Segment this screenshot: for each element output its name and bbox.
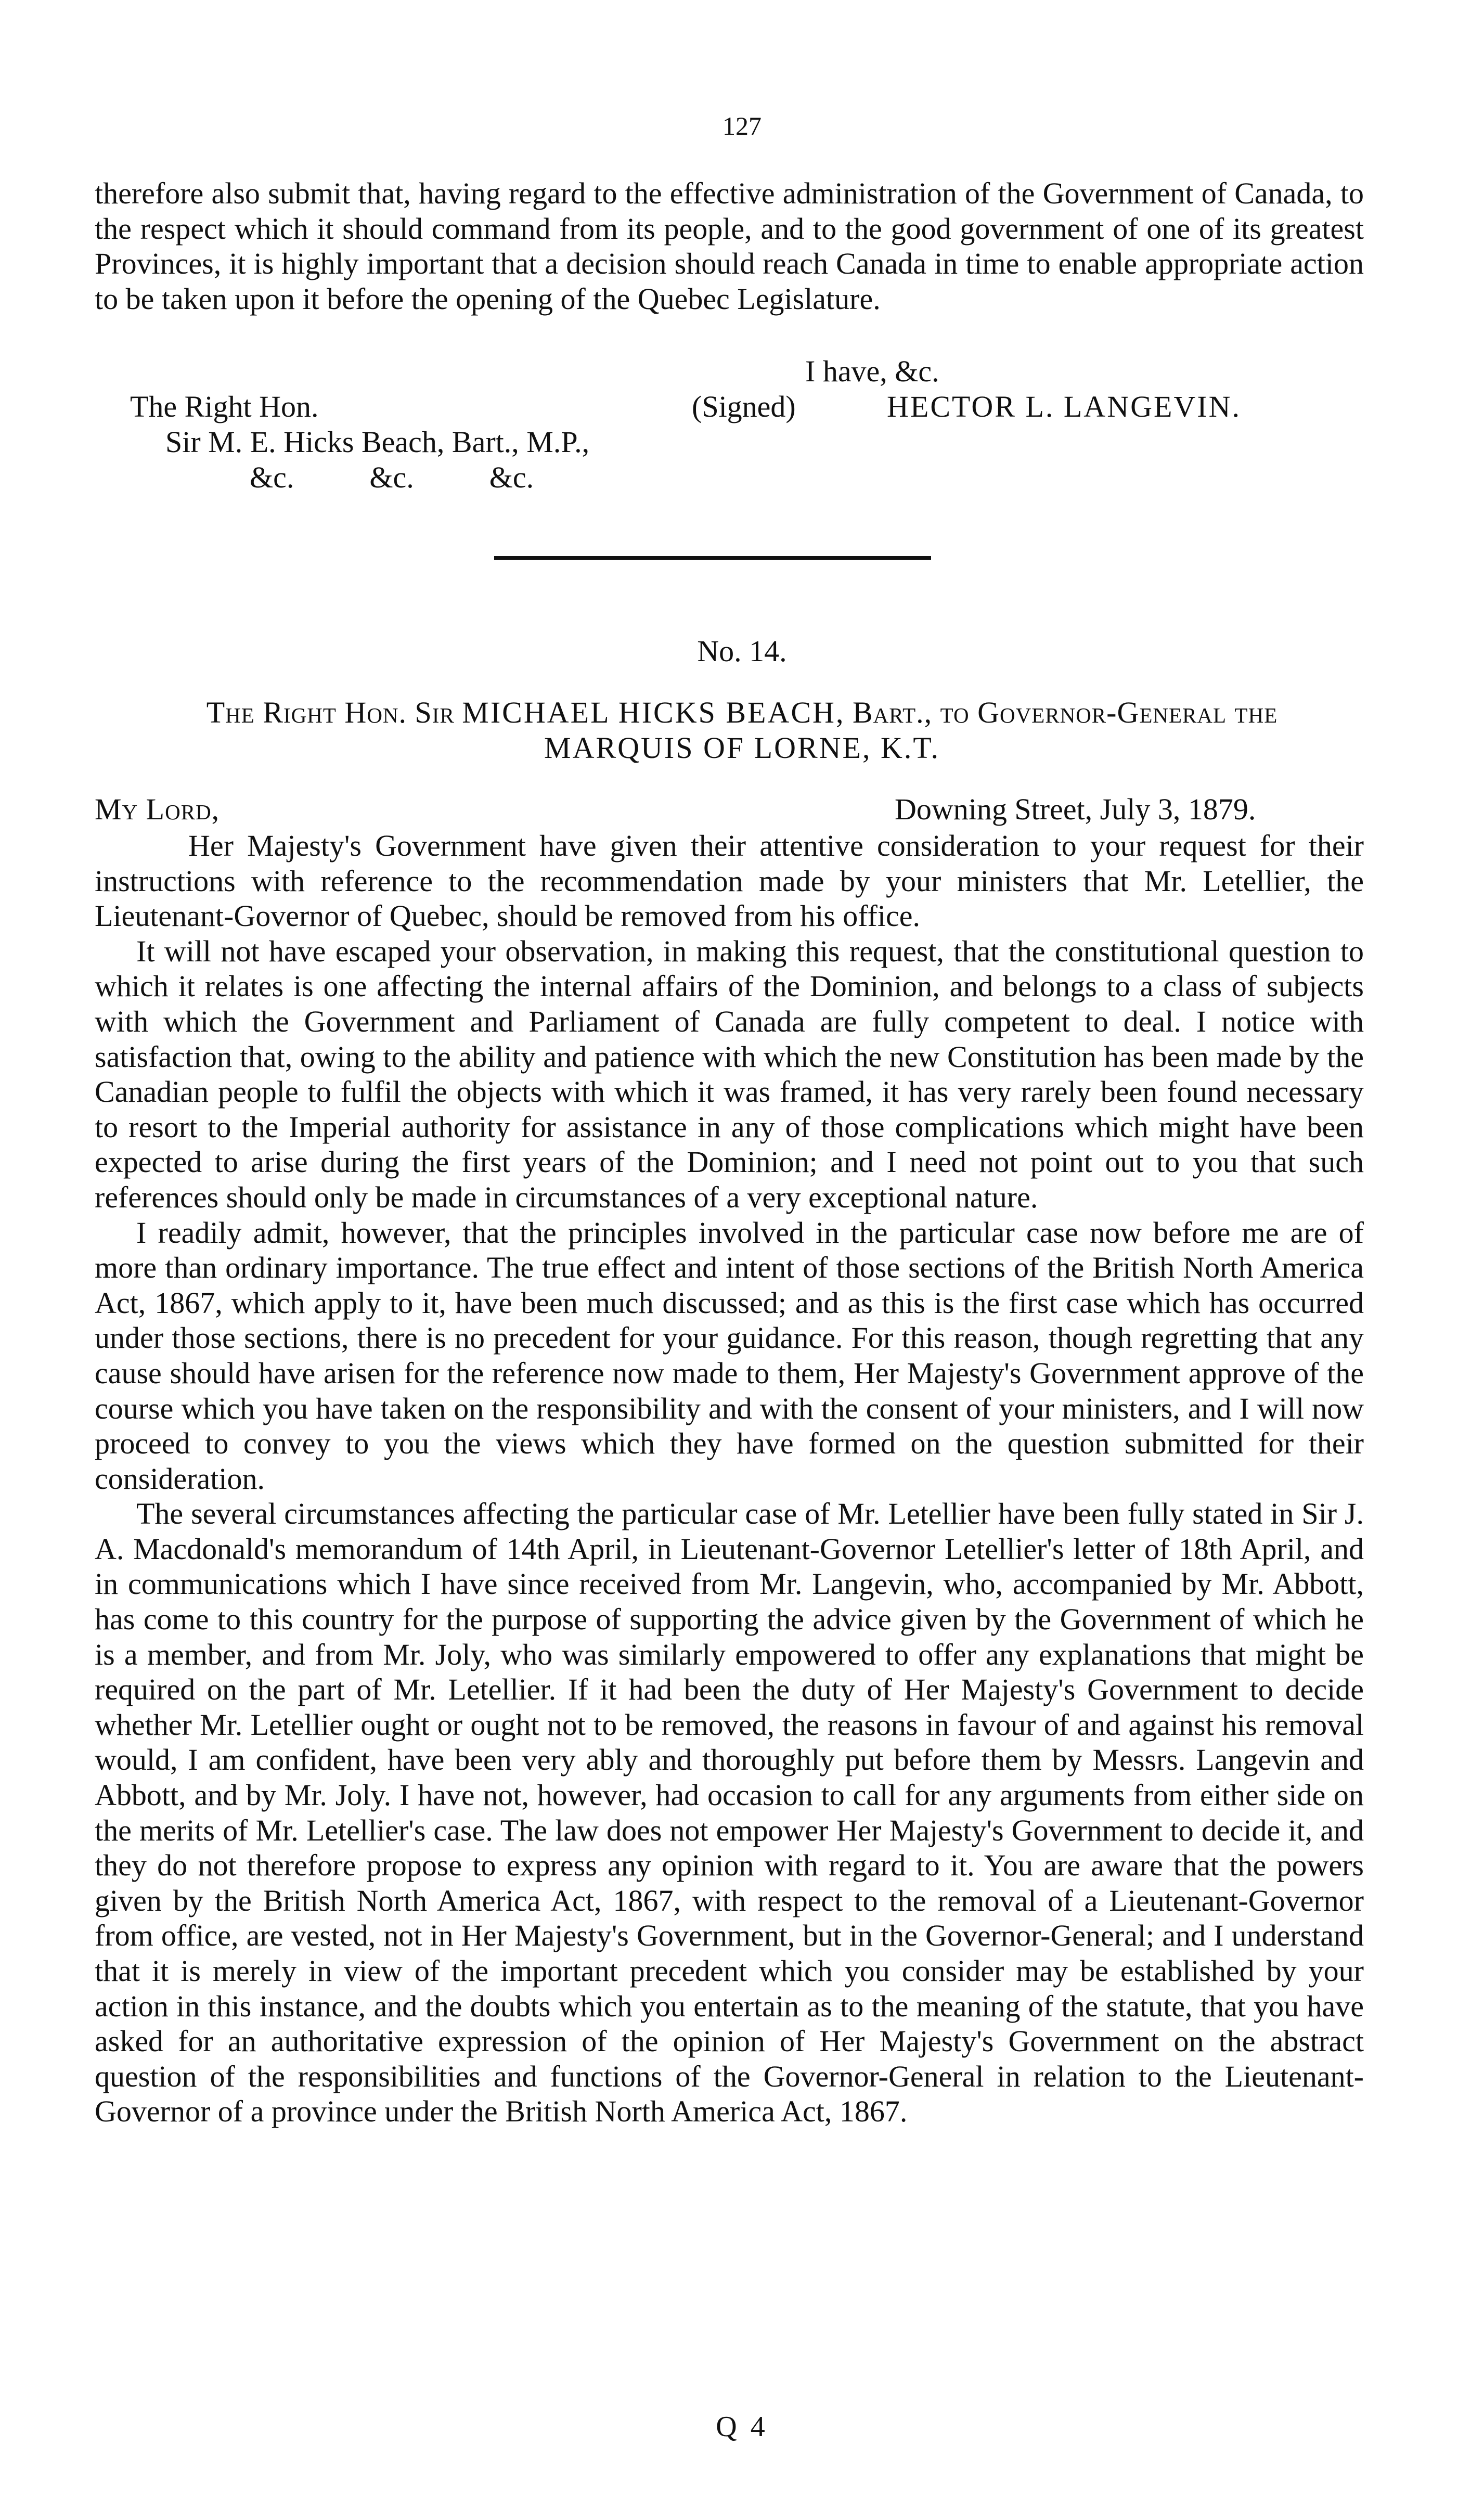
heading-name: MICHAEL HICKS BEACH, xyxy=(462,696,845,729)
signature-mark: Q 4 xyxy=(716,2411,768,2443)
opening-paragraph-block xyxy=(95,176,1364,316)
body-paragraph-1: Her Majesty's Government have given their attentive consideration to your request for their instructions with reference to the recommendation made by your ministers that Mr. Letellier, the Lieutenant-Governor of Quebec, should be removed from his office. xyxy=(95,829,1364,933)
signed-label: (Signed) xyxy=(692,390,796,423)
heading-prefix: The Right Hon. Sir xyxy=(206,696,455,729)
opening-paragraph: therefore also submit that, having regard to the effective administration of the Government of Canada, to the respect which it should command from its people, and to the good government of one of its greatest Provinces, it is highly important that a decision should reach Canada in time to enable appropriate action to be taken upon it before the opening of the Quebec Legislature. xyxy=(95,176,1364,316)
body-paragraph-4: The several circumstances affecting the particular case of Mr. Letellier have been fully stated in Sir J. A. Macdonald's memorandum of 14th April, in Lieutenant-Governor Letellier's letter of 18th April, and in communications which I have since received from Mr. Langevin, who, accompanied by Mr. Abbott, has come to this country for the purpose of supporting the advice given by the Government of which he is a member, and from Mr. Joly, who was similarly empowered to offer any explanations that might be required on the part of Mr. Letellier. If it had been the duty of Her Majesty's Government to decide whether Mr. Letellier ought or ought not to be removed, the reasons in favour of and against his removal would, I am confident, have been very ably and thoroughly put before them by Messrs. Langevin and Abbott, and by Mr. Joly. I have not, however, had occasion to call for any arguments from either side on the merits of Mr. Letellier's case. The law does not empower Her Majesty's Government to decide it, and they do not therefore propose to express any opinion with regard to it. You are aware that the powers given by the British North America Act, 1867, with respect to the removal of a Lieutenant-Governor from office, are vested, not in Her Majesty's Government, but in the Governor-General; and I understand that it is merely in view of the important precedent which you consider may be established by your action in this instance, and the doubts which you entertain as to the meaning of the statute, that you have asked for an authoritative expression of the opinion of Her Majesty's Government on the abstract question of the responsibilities and functions of the Governor-General in relation to the Lieutenant-Governor of a province under the British North America Act, 1867. xyxy=(95,1497,1364,2129)
complimentary-close: I have, &c. xyxy=(805,354,939,388)
document-number: No. 14. xyxy=(697,634,787,668)
salutation: My Lord, xyxy=(95,792,220,826)
heading-line-2: MARQUIS OF LORNE, K.T. xyxy=(544,731,940,765)
body-paragraph-2: It will not have escaped your observation, in making this request, that the constitutional question to which it relates is one affecting the internal affairs of the Dominion, and belongs to a class of subjects with which the Government and Parliament of Canada are fully competent to deal. I notice with satisfaction that, owing to the ability and patience with which the new Constitution has been made by the Canadian people to fulfil the objects with which it was framed, it has very rarely been found necessary to resort to the Imperial authority for assistance in any of those complications which might have been expected to arise during the first years of the Dominion; and I need not point out to you that such references should only be made in circumstances of a very exceptional nature. xyxy=(95,934,1364,1214)
page-number: 127 xyxy=(722,111,762,140)
place-date: Downing Street, July 3, 1879. xyxy=(895,792,1256,826)
section-divider-rule xyxy=(494,556,931,560)
signatory-name: HECTOR L. LANGEVIN. xyxy=(887,390,1241,423)
addressee-line-2: Sir M. E. Hicks Beach, Bart., M.P., xyxy=(165,425,590,459)
letter-body xyxy=(95,828,1364,2129)
body-paragraph-3: I readily admit, however, that the principles involved in the particular case now before me are of more than ordinary importance. The true effect and intent of those sections of the British North America Act, 1867, which apply to it, have been much discussed; and as this is the first case which has occurred under those sections, there is no precedent for your guidance. For this reason, though regretting that any cause should have arisen for the reference now made to them, Her Majesty's Government approve of the course which you have taken on the responsibility and with the consent of your ministers, and I will now proceed to convey to you the views which they have formed on the question submitted for their consideration. xyxy=(95,1215,1364,1496)
heading-mid: Bart., to Governor-General the xyxy=(852,696,1278,729)
heading-line-1 xyxy=(0,695,1484,730)
addressee-line-3: &c. &c. &c. xyxy=(250,460,534,494)
addressee-line-1: The Right Hon. xyxy=(130,390,319,423)
